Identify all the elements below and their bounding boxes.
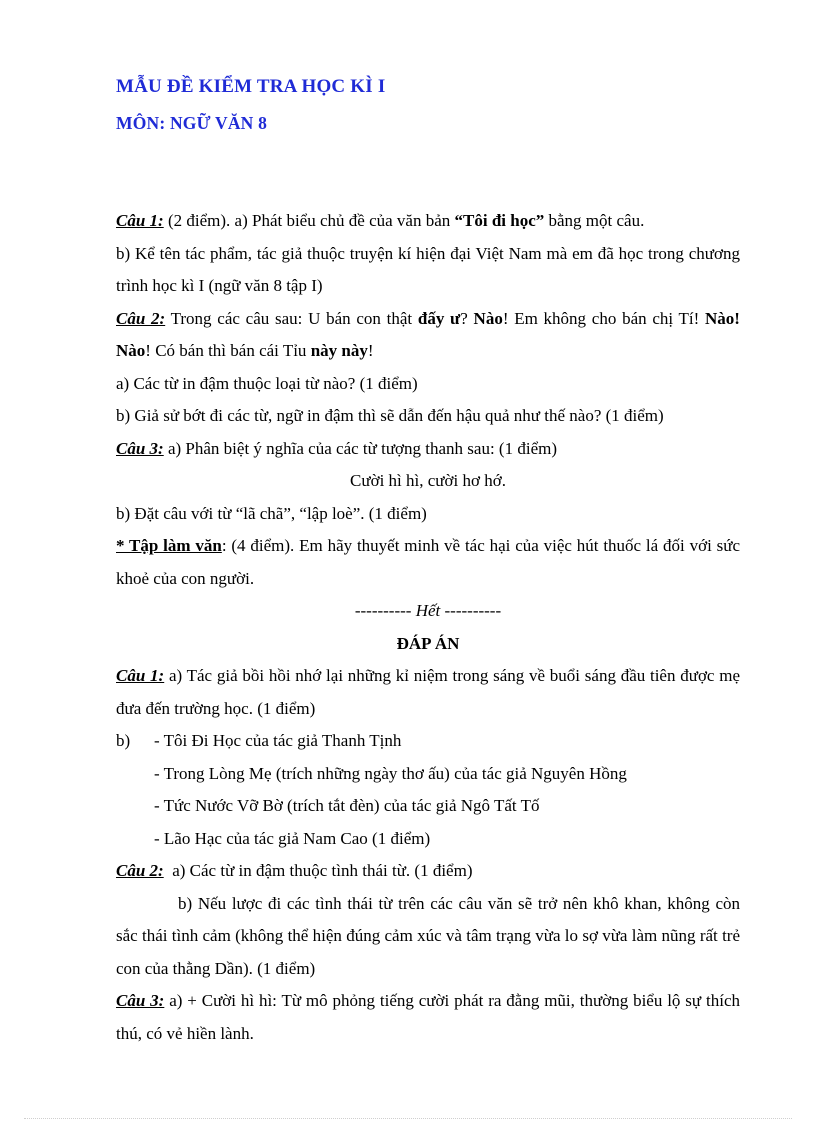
answer-1-b-item-2: - Trong Lòng Mẹ (trích những ngày thơ ấu) của tác giả Nguyên Hồng <box>154 763 627 783</box>
essay-question: * Tập làm văn: (4 điểm). Em hãy thuyết minh về tác hại của việc hút thuốc lá đối với sức khoẻ của con người. <box>116 536 741 588</box>
question-2: Câu 2: Trong các câu sau: U bán con thật đấy ư? Nào! Em không cho bán chị Tí! Nào! Nào! Có bán thì bán cái Tỉu này này! <box>116 308 740 360</box>
answer-1-b-item-4: - Lão Hạc của tác giả Nam Cao (1 điểm) <box>154 828 431 848</box>
question-1-a: Câu 1: (2 điểm). a) Phát biểu chủ đề của văn bản “Tôi đi học” bằng một câu. <box>116 211 645 230</box>
document-title: MẪU ĐỀ KIỂM TRA HỌC KÌ I <box>116 76 386 97</box>
question-3-b: b) Đặt câu với từ “lã chã”, “lập loè”. (1 điểm) <box>116 503 427 523</box>
question-2-b: b) Giả sử bớt đi các từ, ngữ in đậm thì sẽ dẫn đến hậu quả như thế nào? (1 điểm) <box>116 406 664 425</box>
answer-1-label: Câu 1: <box>116 666 165 685</box>
answer-3-a: Câu 3: a) + Cười hì hì: Từ mô phỏng tiếng cười phát ra đằng mũi, thường biểu lộ sự thích thú, có vẻ hiền lành. <box>116 991 740 1043</box>
answer-2-a: Câu 2: a) Các từ in đậm thuộc tình thái từ. (1 điểm) <box>116 861 473 880</box>
question-2-a: a) Các từ in đậm thuộc loại từ nào? (1 điểm) <box>116 373 418 393</box>
answer-1-b-item-3: - Tức Nước Vỡ Bờ (trích tắt đèn) của tác giả Ngô Tất Tố <box>154 796 540 815</box>
answer-2-label: Câu 2: <box>116 861 164 880</box>
document-body <box>116 205 740 1050</box>
question-1-b: b) Kể tên tác phẩm, tác giả thuộc truyện kí hiện đại Việt Nam mà em đã học trong chương trình học kì I (ngữ văn 8 tập I) <box>116 243 740 295</box>
question-1-label: Câu 1: <box>116 211 164 230</box>
question-2-label: Câu 2: <box>116 308 166 328</box>
answer-1-a: Câu 1: a) Tác giả bồi hồi nhớ lại những kỉ niệm trong sáng về buổi sáng đầu tiên được mẹ đưa đến trường học. (1 điểm) <box>116 666 740 718</box>
answers-heading: ĐÁP ÁN <box>396 633 460 653</box>
page-bottom-divider <box>24 1118 792 1119</box>
question-3-label: Câu 3: <box>116 438 164 458</box>
subject-title: MÔN: NGỮ VĂN 8 <box>116 113 268 133</box>
question-3-example: Cười hì hì, cười hơ hớ. <box>350 471 506 490</box>
answer-2-b: b) Nếu lược đi các tình thái từ trên các câu văn sẽ trở nên khô khan, không còn sắc thái tình cảm (không thể hiện đúng cảm xúc và tâm trạng vừa lo sợ vừa làm nũng rất trẻ con của thằng Dần). (1 điểm) <box>116 893 740 978</box>
end-marker: ---------- Hết ---------- <box>354 601 502 620</box>
answer-3-label: Câu 3: <box>116 991 165 1010</box>
essay-label: * Tập làm văn <box>116 536 222 555</box>
question-3-a: Câu 3: a) Phân biệt ý nghĩa của các từ tượng thanh sau: (1 điểm) <box>116 438 557 458</box>
answer-1-b-item-1: b) - Tôi Đi Học của tác giả Thanh Tịnh <box>116 731 402 750</box>
